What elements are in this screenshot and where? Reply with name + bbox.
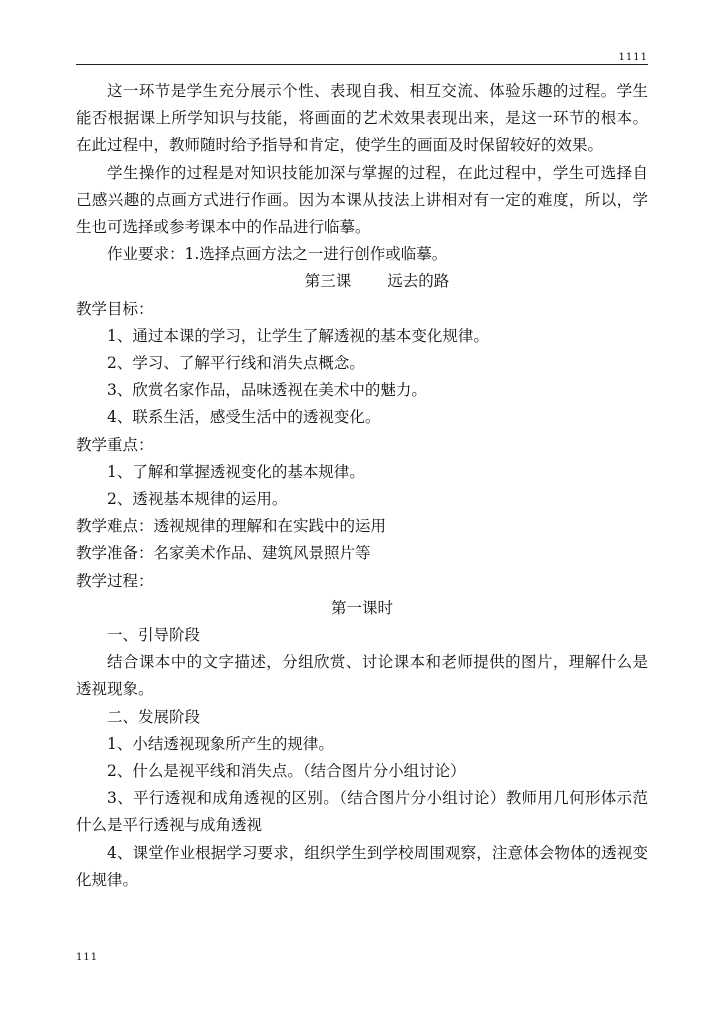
heading-key-points: 教学重点： [76, 435, 154, 454]
heading-process: 教学过程： [76, 571, 154, 590]
objective-item-1: 1、通过本课的学习，让学生了解透视的基本变化规律。 [107, 326, 489, 345]
heading-objectives: 教学目标： [76, 299, 154, 318]
development-item-1: 1、小结透视现象所产生的规律。 [107, 734, 334, 753]
header-rule [76, 64, 648, 65]
paragraph-showcase: 这一环节是学生充分展示个性、表现自我、相互交流、体验乐趣的过程。学生能否根据课上所学知识与技能，将画面的艺术效果表现出来，是这一环节的根本。在此过程中，教师随时给予指导和肯定，使学生的画面及时保留较好的效果。 [76, 82, 648, 155]
objective-item-4: 4、联系生活，感受生活中的透视变化。 [107, 408, 381, 427]
paragraph-homework: 作业要求：1.选择点画方法之一进行创作或临摹。 [107, 245, 448, 264]
footer-page-number: 111 [76, 952, 99, 963]
key-point-item-1: 1、了解和掌握透视变化的基本规律。 [107, 462, 365, 481]
development-item-4: 4、课堂作业根据学习要求，组织学生到学校周围观察，注意体会物体的透视变化规律。 [76, 843, 648, 889]
development-item-2: 2、什么是视平线和消失点。（结合图片分小组讨论） [107, 762, 466, 781]
document-body [76, 78, 648, 894]
header-page-number: 1111 [618, 52, 648, 63]
paragraph-operation: 学生操作的过程是对知识技能加深与掌握的过程，在此过程中，学生可选择自己感兴趣的点画方式进行作画。因为本课从技法上讲相对有一定的难度，所以，学生也可选择或参考课本中的作品进行临摹。 [76, 163, 648, 237]
period-title: 第一课时 [330, 598, 393, 617]
difficulty-line: 教学难点：透视规律的理解和在实践中的运用 [76, 517, 387, 536]
key-point-item-2: 2、透视基本规律的运用。 [107, 490, 288, 509]
lesson-name: 远去的路 [387, 272, 450, 291]
stage-development-heading: 二、发展阶段 [107, 707, 201, 726]
stage-intro-heading: 一、引导阶段 [107, 626, 201, 645]
preparation-line: 教学准备：名家美术作品、建筑风景照片等 [76, 544, 371, 563]
lesson-title [76, 268, 648, 295]
development-item-3: 3、平行透视和成角透视的区别。（结合图片分小组讨论）教师用几何形体示范什么是平行透视与成角透视 [76, 789, 648, 835]
objective-item-3: 3、欣赏名家作品，品味透视在美术中的魅力。 [107, 381, 427, 400]
stage-intro-text: 结合课本中的文字描述，分组欣赏、讨论课本和老师提供的图片，理解什么是透视现象。 [76, 653, 648, 699]
objective-item-2: 2、学习、了解平行线和消失点概念。 [107, 354, 365, 373]
lesson-number: 第三课 [304, 272, 352, 291]
